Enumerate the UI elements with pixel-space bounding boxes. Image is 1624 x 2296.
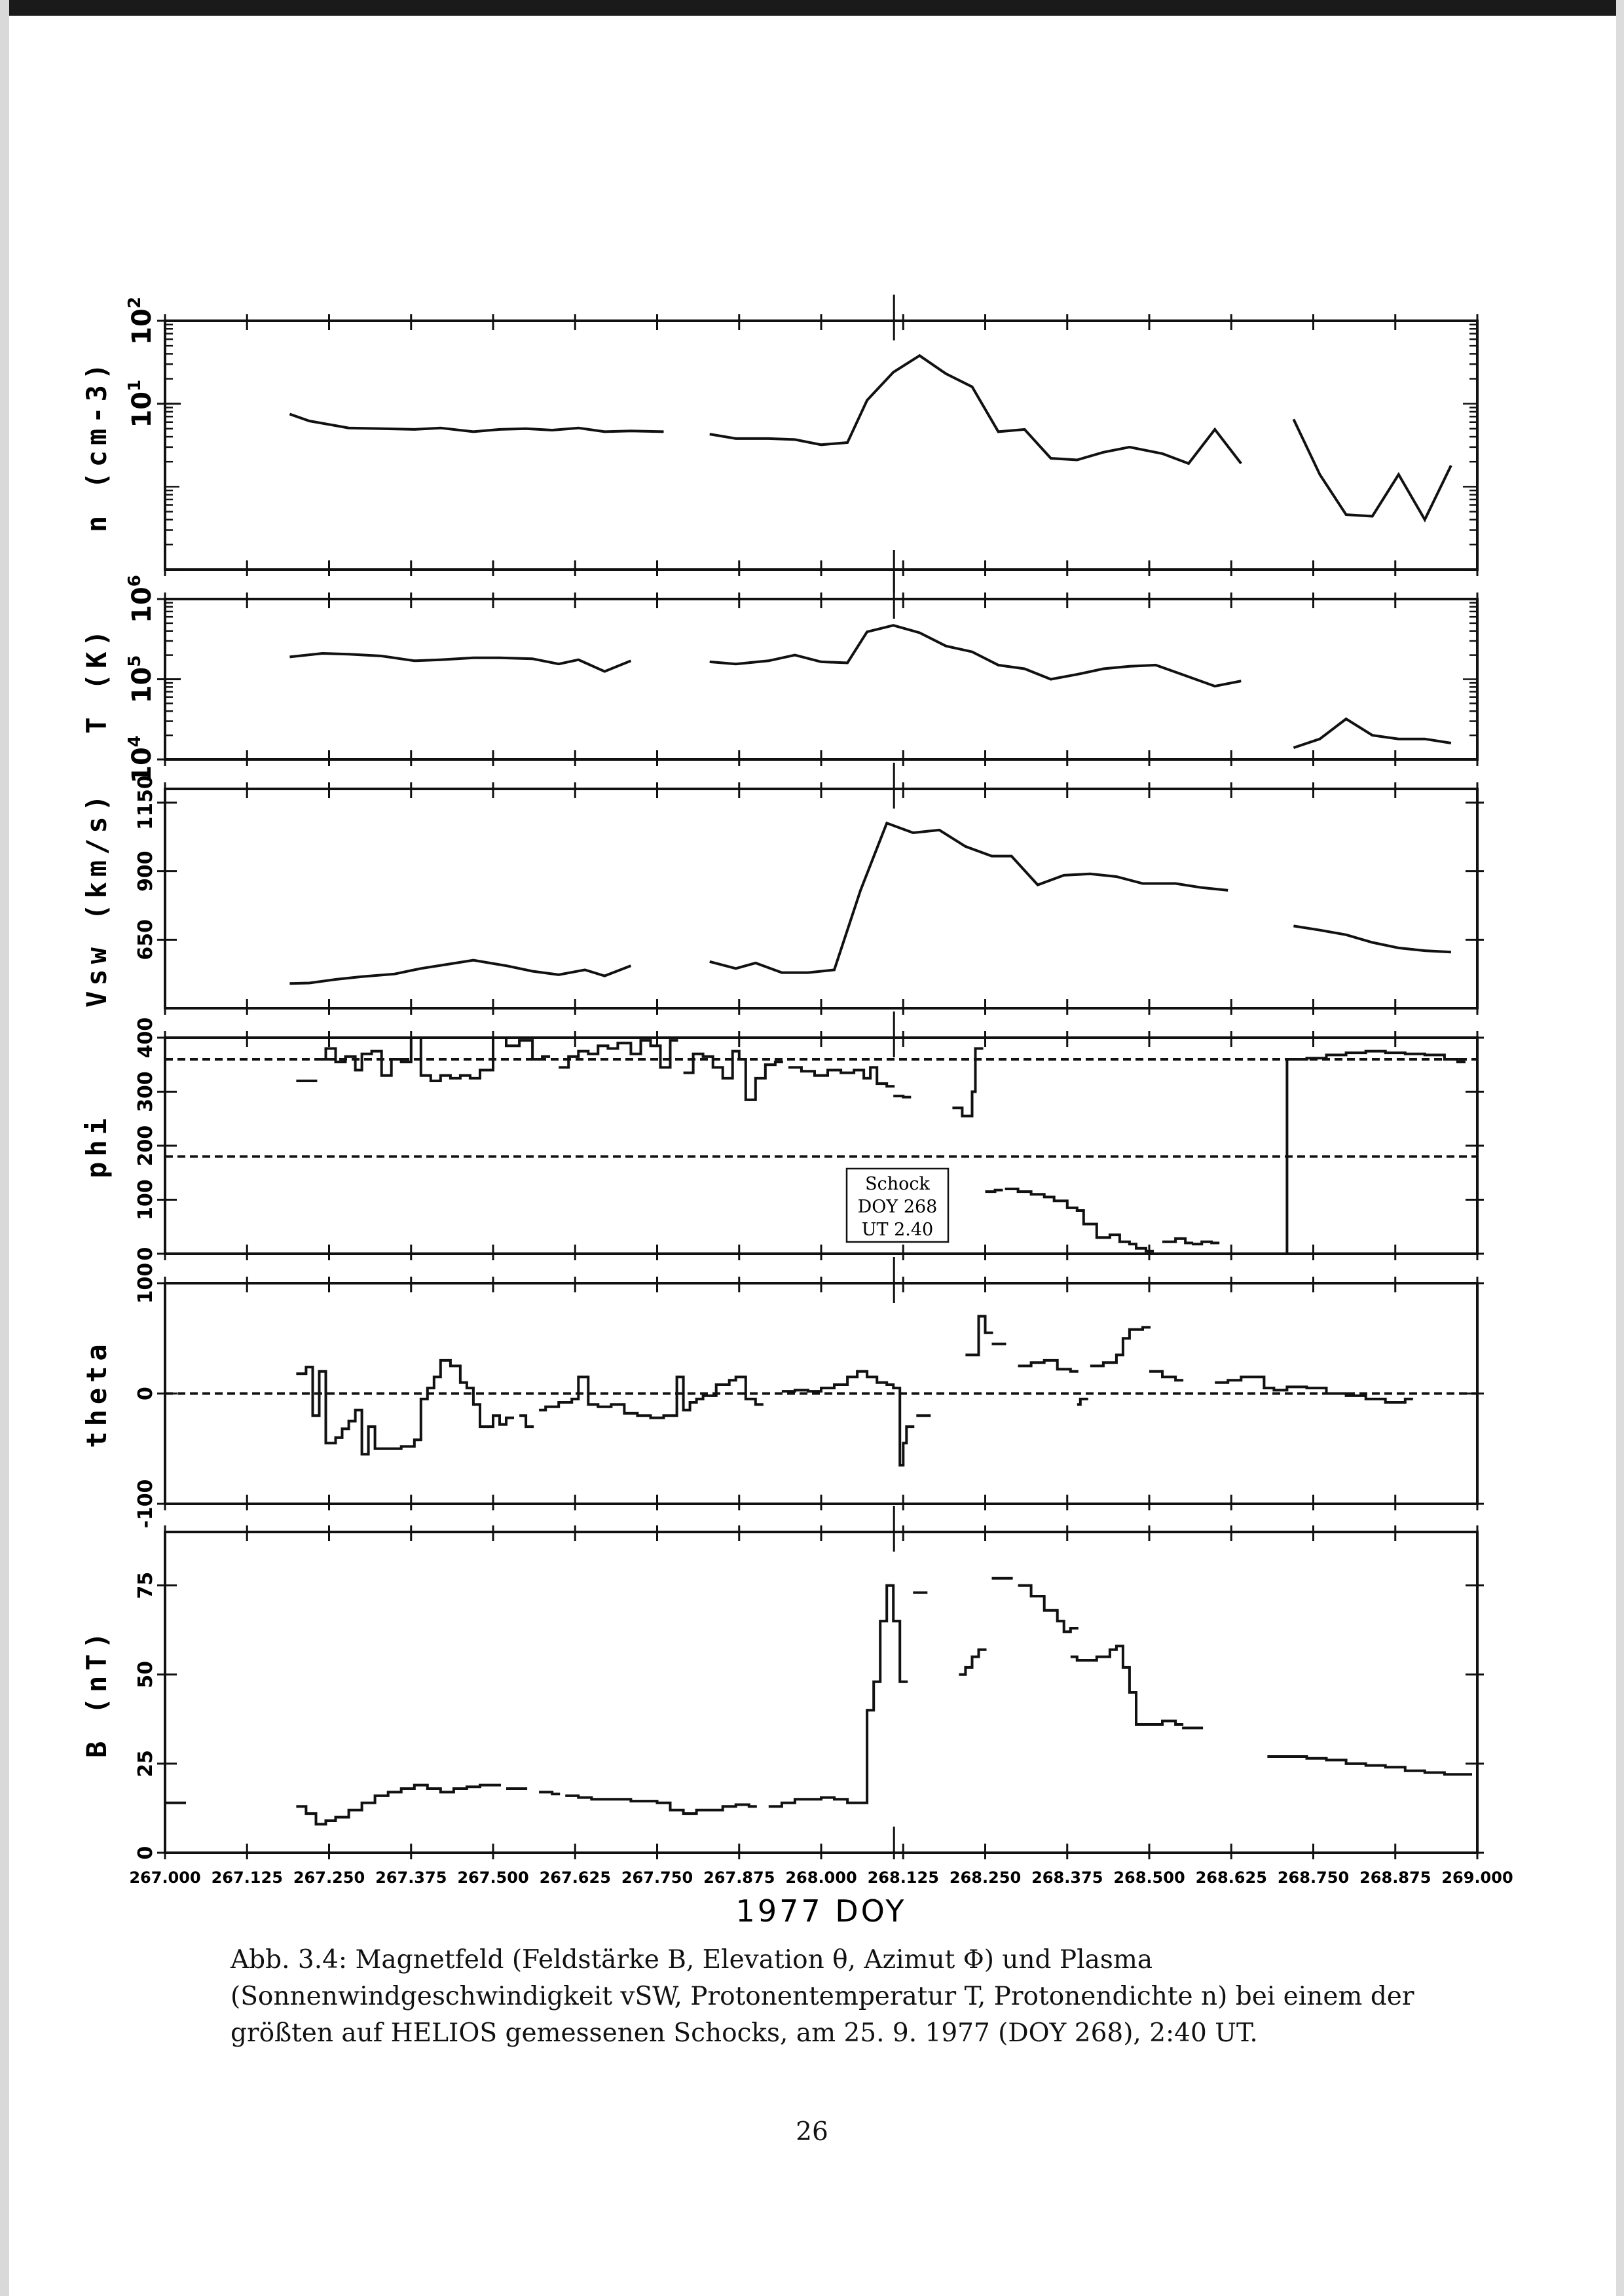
panel-frame (165, 789, 1477, 1008)
panel-B (81, 1506, 1513, 1929)
panel-theta (81, 1257, 1484, 1529)
y-tick-label (125, 380, 157, 428)
y-tick-exp: 4 (125, 735, 145, 748)
shock-annotation-line: Schock (865, 1174, 930, 1194)
data-line-vsw (1293, 926, 1450, 952)
data-line-phi (1287, 1051, 1465, 1254)
x-tick-label: 267.750 (621, 1868, 693, 1887)
x-tick-label: 267.125 (211, 1868, 283, 1887)
data-line-T (289, 653, 631, 672)
data-line-vsw (289, 960, 631, 984)
x-tick-label: 267.250 (293, 1868, 365, 1887)
data-line-phi (986, 1190, 1003, 1192)
data-line-theta (965, 1317, 993, 1355)
x-tick-label: 268.500 (1113, 1868, 1185, 1887)
y-tick-label (125, 655, 157, 704)
caption-text: Magnetfeld (Feldstärke B, Elevation θ, Azimut Φ) und Plasma (Sonnenwindgeschwindigkeit vSW, Protonentemperatur T, Protonendichte n) bei einem der größten auf HELIOS gemessenen Schocks, am 25. 9. 1977 (DOY 268), 2:40 UT. (231, 1945, 1414, 2048)
y-tick-label: 25 (134, 1750, 157, 1777)
panel-T (81, 573, 1477, 784)
panel-n (81, 295, 1477, 592)
y-tick-label: 1150 (134, 775, 157, 830)
data-line-phi (1162, 1239, 1193, 1243)
panel-frame (165, 599, 1477, 759)
y-tick-exp: 2 (125, 297, 145, 309)
y-tick-label: 0 (134, 1247, 157, 1261)
y-axis-label: phi (81, 1113, 113, 1178)
data-line-n (289, 414, 663, 432)
data-line-vsw (710, 823, 1228, 972)
data-line-n (710, 355, 1242, 464)
y-tick-label: 100 (134, 1262, 157, 1304)
data-line-B (1018, 1586, 1079, 1632)
x-tick-label: 267.875 (703, 1868, 775, 1887)
y-tick-label: 900 (134, 850, 157, 892)
data-line-T (1293, 719, 1450, 748)
data-line-theta (1149, 1372, 1183, 1381)
data-line-phi (1192, 1242, 1219, 1244)
x-tick-label: 269.000 (1441, 1868, 1513, 1887)
y-tick-label: -100 (134, 1479, 157, 1529)
data-line-theta (519, 1415, 534, 1427)
data-line-phi (559, 1040, 678, 1067)
panel-frame (165, 1283, 1477, 1504)
y-tick-label: 200 (134, 1125, 157, 1167)
data-line-theta (296, 1360, 514, 1454)
data-line-B (296, 1785, 501, 1825)
x-tick-label: 267.500 (457, 1868, 529, 1887)
y-tick-base: 10 (127, 587, 157, 623)
y-axis-label: Vsw (km/s) (81, 790, 113, 1008)
x-axis-label: 1977 DOY (735, 1893, 907, 1929)
x-tick-label: 268.625 (1195, 1868, 1267, 1887)
y-tick-exp: 6 (125, 575, 145, 587)
shock-annotation-line: UT 2.40 (861, 1220, 934, 1240)
y-tick-base: 10 (127, 747, 157, 784)
y-axis-label: n (cm-3) (81, 357, 113, 533)
shock-annotation-line: DOY 268 (857, 1197, 938, 1217)
figure-caption (231, 1942, 1442, 2052)
y-tick-base: 10 (127, 391, 157, 428)
y-tick-label: 0 (134, 1387, 157, 1400)
y-tick-label: 50 (134, 1660, 157, 1688)
data-line-phi (788, 1067, 895, 1086)
data-line-theta (1215, 1377, 1413, 1402)
y-tick-label: 100 (134, 1179, 157, 1220)
data-line-phi (1005, 1189, 1154, 1251)
data-line-B (769, 1586, 908, 1807)
y-tick-exp: 1 (125, 379, 145, 392)
data-line-B (959, 1650, 986, 1675)
data-line-theta (1077, 1399, 1088, 1404)
x-tick-label: 268.375 (1031, 1868, 1103, 1887)
y-tick-label: 75 (134, 1571, 157, 1599)
y-tick-label: 650 (134, 919, 157, 960)
data-line-theta (782, 1372, 914, 1465)
data-line-theta (1090, 1327, 1151, 1366)
y-axis-label: T (K) (81, 625, 113, 734)
y-tick-exp: 5 (125, 655, 145, 667)
data-line-n (1293, 419, 1450, 519)
data-line-B (1084, 1646, 1183, 1724)
caption-label: Abb. 3.4: (231, 1945, 348, 1975)
x-tick-label: 268.125 (867, 1868, 939, 1887)
x-tick-label: 267.000 (129, 1868, 201, 1887)
x-tick-label: 268.250 (949, 1868, 1022, 1887)
y-tick-base: 10 (127, 308, 157, 345)
panel-phi (81, 1011, 1484, 1260)
y-tick-label: 300 (134, 1071, 157, 1112)
data-line-B (565, 1796, 757, 1813)
x-tick-label: 267.625 (539, 1868, 611, 1887)
data-line-B (1071, 1657, 1085, 1660)
data-line-B (1287, 1757, 1472, 1774)
data-line-T (710, 625, 1242, 686)
y-axis-label: B (nT) (81, 1627, 113, 1758)
page-number: 26 (796, 2117, 828, 2147)
x-tick-label: 268.875 (1359, 1868, 1431, 1887)
data-line-theta (1018, 1360, 1079, 1372)
panel-vsw (81, 763, 1484, 1015)
x-tick-label: 268.000 (785, 1868, 857, 1887)
x-tick-label: 267.375 (375, 1868, 447, 1887)
data-line-B (539, 1792, 560, 1794)
y-tick-label: 0 (134, 1846, 157, 1860)
y-tick-label (125, 297, 157, 345)
y-axis-label: theta (81, 1339, 113, 1448)
x-tick-label: 268.750 (1277, 1868, 1350, 1887)
data-line-theta (539, 1377, 764, 1417)
y-tick-label (125, 575, 157, 623)
y-tick-base: 10 (127, 666, 157, 704)
y-tick-label: 400 (134, 1017, 157, 1059)
data-line-phi (893, 1096, 911, 1097)
